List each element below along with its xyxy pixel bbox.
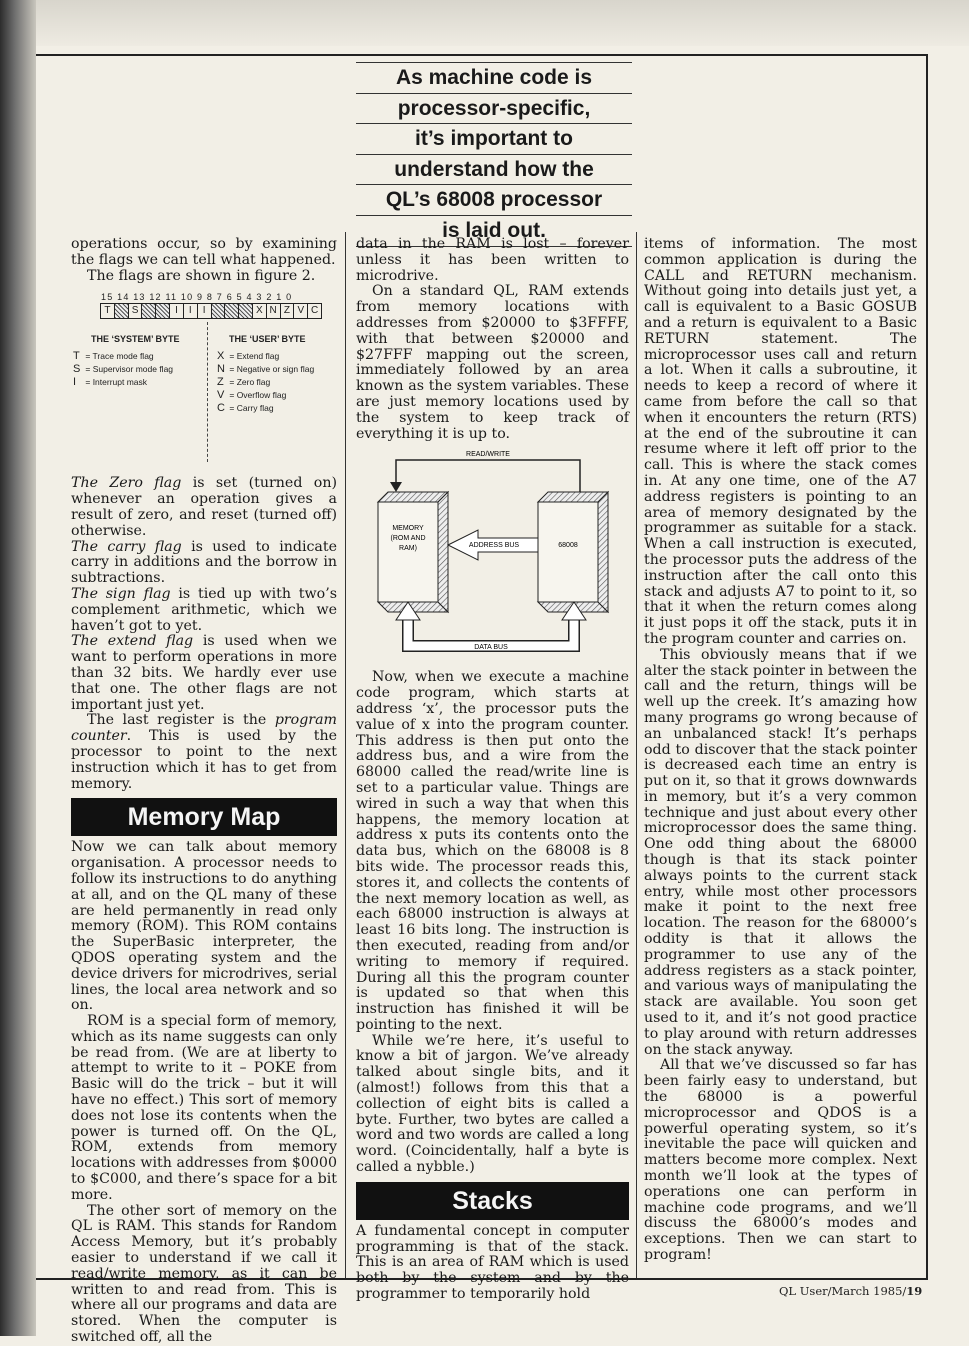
reg-cell: Z: [281, 304, 295, 318]
reg-cell: S: [129, 304, 143, 318]
memory-label: MEMORY: [391, 525, 424, 533]
flag-item: I = Interrupt mask: [73, 376, 148, 389]
publication-info: QL User/March 1985/: [779, 1284, 907, 1298]
bus-diagram: [368, 450, 618, 660]
system-byte-label: THE ‘SYSTEM’ BYTE: [91, 334, 180, 345]
paragraph: On a standard QL, RAM extends from memory locations with addresses from $20000 to $3FFFF, with that between $20000 and $27FFF mapping out the screen, immediately followed by an area known as the system variables. These are just memory locations used by the system to keep track of everything it is up to.: [356, 283, 629, 442]
headline-line: is laid out.: [356, 216, 632, 247]
cpu-label: 68008: [557, 542, 578, 550]
memory-box-side: [438, 492, 448, 612]
system-flag-list: [73, 350, 173, 389]
flag-item: T = Trace mode flag: [73, 350, 154, 363]
paragraph: data in the RAM is lost – forever unless it has been written to microdrive.: [356, 236, 629, 284]
paragraph: The extend flag is used when we want to perform operations in more than 32 bits. We hardly ever use that one. The other flags are not important just yet.: [71, 633, 338, 713]
memory-box-top: [378, 492, 448, 502]
paragraph: All that we’ve discussed so far has been fairly easy to understand, but the 68000 is a powerful microprocessor and QDOS is a powerful operating system, so it’s inevitable the pace will quicken and matters become more complex. Next month we’ll look at the types of operations one can perform in machine code programs, and we’ll discuss the 68000’s modes and exceptions. Then we can start to program!: [644, 1057, 917, 1263]
headline-line: QL’s 68008 processor: [356, 185, 632, 216]
reg-cell-unused: [239, 304, 253, 318]
paragraph: The Zero flag is set (turned on) whenever an operation gives a result of zero, and reset (turned off) otherwise.: [71, 475, 337, 539]
column-rule: [636, 232, 637, 1278]
status-register-cells: [100, 303, 322, 319]
reg-cell-unused: [142, 304, 156, 318]
column-rule: [345, 232, 346, 1278]
flag-item: X = Extend flag: [217, 350, 280, 363]
bus-diagram-svg: [368, 450, 618, 660]
paragraph: Now we can talk about memory organisation. A processor needs to follow its instructions to do anything at all, and on the QL many of these are held permanently in read only memory (ROM). This ROM contains the SuperBasic interpreter, the QDOS operating system and the device drivers for microdrives, serial lines, the local area network and so on.: [71, 839, 337, 1014]
reg-cell-unused: [225, 304, 239, 318]
headline-line: As machine code is: [356, 62, 632, 94]
paragraph: ROM is a special form of memory, which as its name suggests can only be read from. (We are at liberty to attempt to write to it – POKE from Basic will do the trick – but it will have no effect.) This sort of memory does not lose its contents when the power is turned off. On the QL, ROM, extends from memory locations with addresses from $0000 to $C000, and there’s space for a bit more.: [71, 1013, 337, 1203]
paragraph: The carry flag is used to indicate carry in additions and the borrow in subtractions.: [71, 538, 337, 587]
reg-cell-unused: [212, 304, 226, 318]
paragraph: This obviously means that if we alter the stack pointer in between the call and the return, things will be well up the creek. It’s amazing how many programs go wrong because of an unbalanced stack! It’s perhaps odd to discover that the stack pointer is decreased each time an entry is put on it, so that it grows downwards in memory, but it’s a very common technique and just about every other microprocessor does the same thing. One odd thing about the 68000 though is that its stack pointer always points to the current stack entry, while most other processors make it point to the next free location. The reason for the 68000’s oddity is that it allows the programmer to use any of the address registers as a stack pointer, and various ways of manipulating the stack are available. You soon get used to it, and it’s not good practice to play around with return addresses on the stack anyway.: [644, 646, 917, 1058]
flag-item: V = Overflow flag: [217, 389, 287, 402]
page-binding-shadow: [0, 0, 36, 1336]
user-flag-list: [217, 350, 314, 415]
paragraph: The sign flag is tied up with two’s complement arithmetic, which we haven’t got to yet.: [71, 585, 337, 634]
cpu-box-side: [598, 492, 608, 612]
flag-item: C = Carry flag: [217, 402, 274, 415]
address-bus-label: ADDRESS BUS: [468, 542, 519, 550]
memory-label: RAM): [398, 545, 417, 553]
paragraph: The flags are shown in figure 2.: [87, 267, 316, 284]
headline: [356, 62, 632, 247]
paragraph: Now, when we execute a machine code program, which starts at address ‘x’, the processor puts the value of x into the program counter. This address is then put onto the address bus, and a wire from the 68000 called the read/write line is set to a particular value. Things are wired in such a way that when this happens, the memory location at address x puts its contents onto the data bus, which on the 68008 is 8 bits wide. The processor reads this, stores it, and collects the contents of the next memory location as well, as each 68000 instruction is always at least 16 bits long. The instruction is then executed, reading from and/or writing to memory if required. During all this the program counter is updated so that when this instruction has finished it will be pointing to the next.: [356, 669, 629, 1033]
reg-cell-unused: [156, 304, 170, 318]
cpu-box: [538, 502, 598, 602]
flag-item: Z = Zero flag: [217, 376, 271, 389]
read-write-line: [396, 460, 580, 492]
memory-label: (ROM AND: [390, 535, 425, 543]
read-write-label: READ/WRITE: [465, 451, 510, 459]
paragraph: The other sort of memory on the QL is RAM. This stands for Random Access Memory, but it’s probably easier to understand if we call it read/write memory, as it can be written to and read from. This is where all our programs and data are stored. When the computer is switched off, all the: [71, 1202, 337, 1346]
reg-cell: C: [310, 305, 319, 317]
bit-numbers: 15 14 13 12 11 10 9 8 7 6 5 4 3 2 1 0: [101, 292, 293, 303]
page-footer: [779, 1284, 922, 1298]
data-bus-path: [408, 612, 574, 646]
reg-cell: N: [267, 304, 281, 318]
figure-2-status-register: [71, 284, 337, 476]
previous-page-edge: [36, 0, 969, 46]
read-write-arrowhead: [390, 482, 402, 492]
reg-cell: T: [101, 304, 115, 318]
page-number: 19: [906, 1284, 923, 1298]
paragraph: items of information. The most common application is during the CALL and RETURN mechanism. Without going into details just yet, a call is equivalent to a Basic GOSUB and a return is equivalent to a Basic RETURN statement. The microprocessor uses call and return a lot. When it calls a subroutine, it needs to keep a record of where it came from before the call so that when it encounters the return (RTS) at the end of the subroutine it can resume where it left off prior to the call. This is where the stack comes in. At any one time, one of the A7 address registers is pointing to an area of memory designated by the programmer as suitable for a stack. When a call instruction is executed, the processor puts the address of the instruction after the call onto this stack and adjusts A7 to point to it, so that it when the return comes along it just pops it off the stack, puts it in the program counter and carries on.: [644, 236, 917, 647]
memory-map-heading: Memory Map: [71, 798, 337, 836]
reg-cell: I: [198, 304, 212, 318]
reg-cell: I: [170, 304, 184, 318]
reg-cell-unused: [115, 304, 129, 318]
user-byte-label: THE ‘USER’ BYTE: [229, 334, 306, 345]
stacks-heading: Stacks: [356, 1182, 629, 1220]
paragraph: The last register is the program counter. This is used by the processor to point to the next instruction which it has to get from memory.: [71, 712, 337, 792]
reg-cell: I: [184, 304, 198, 318]
paragraph: A fundamental concept in computer programming is that of the stack. This is an area of RAM which is used both by the system and by the programmer to temporarily hold: [356, 1222, 629, 1303]
reg-cell: X: [253, 304, 267, 318]
flag-item: N = Negative or sign flag: [217, 363, 315, 376]
column-3: [644, 237, 917, 1264]
column-1: [71, 237, 337, 1346]
headline-line: processor-specific,: [356, 94, 632, 125]
flag-item: S = Supervisor mode flag: [73, 363, 174, 376]
column-2: [356, 237, 629, 1303]
paragraph: While we’re here, it’s useful to know a bit of jargon. We’ve already talked about single bits, and it (almost!) follows from this that a collection of eight bits is called a byte. Further, two bytes are called a word and two words are called a long word. (Coincidentally, half a byte is called a nybble.): [356, 1032, 629, 1176]
headline-line: understand how the: [356, 155, 632, 186]
reg-cell: V: [294, 304, 308, 318]
cpu-box-top: [538, 492, 608, 502]
memory-box: [378, 502, 438, 602]
headline-line: it’s important to: [356, 124, 632, 155]
paragraph: operations occur, so by examining the flags we can tell what happened.: [71, 236, 337, 268]
data-bus-label: DATA BUS: [473, 644, 508, 652]
byte-divider: [207, 322, 208, 462]
